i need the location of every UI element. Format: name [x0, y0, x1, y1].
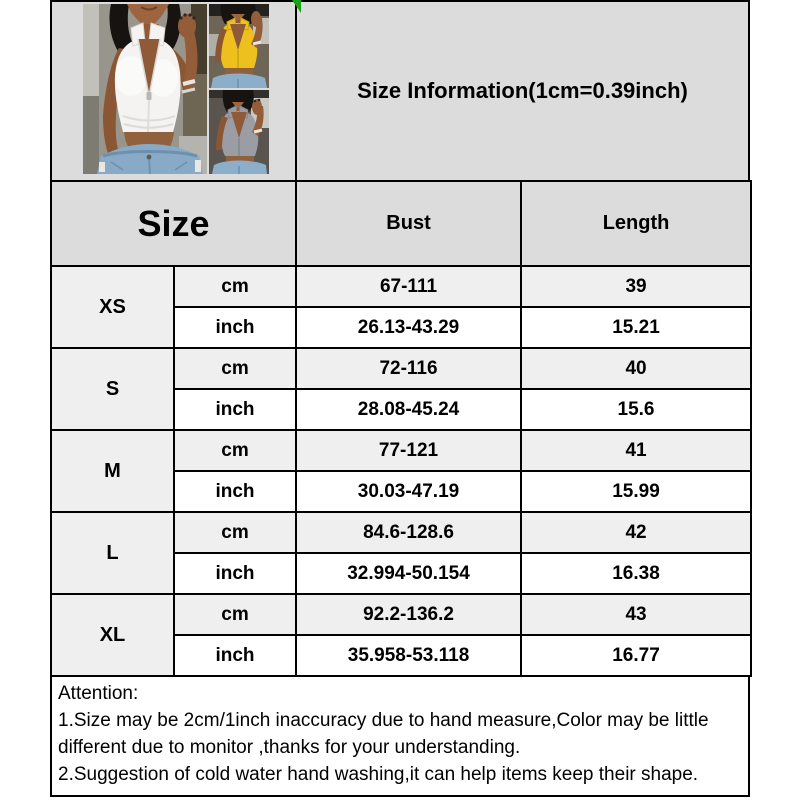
length-value: 39: [521, 266, 751, 307]
size-table: [50, 180, 752, 677]
length-value: 43: [521, 594, 751, 635]
unit-cell: cm: [174, 594, 296, 635]
page-title: Size Information(1cm=0.39inch): [357, 78, 688, 103]
product-photo-cell: [52, 2, 297, 180]
attention-heading: Attention:: [58, 683, 139, 704]
unit-cell: cm: [174, 512, 296, 553]
bust-value: 77-121: [296, 430, 521, 471]
length-value: 41: [521, 430, 751, 471]
length-column-header: Length: [521, 181, 751, 266]
bust-value: 92.2-136.2: [296, 594, 521, 635]
size-label-m: M: [51, 430, 174, 512]
size-label-xl: XL: [51, 594, 174, 676]
bust-value: 26.13-43.29: [296, 307, 521, 348]
length-value: 16.38: [521, 553, 751, 594]
bust-value: 30.03-47.19: [296, 471, 521, 512]
length-value: 15.6: [521, 389, 751, 430]
size-label-l: L: [51, 512, 174, 594]
size-label-s: S: [51, 348, 174, 430]
bust-value: 67-111: [296, 266, 521, 307]
variant-gray: [209, 90, 269, 174]
length-value: 42: [521, 512, 751, 553]
unit-cell: cm: [174, 430, 296, 471]
variant-yellow: [209, 4, 269, 88]
table-row: [51, 512, 751, 553]
table-row: [51, 266, 751, 307]
length-value: 16.77: [521, 635, 751, 676]
bust-value: 32.994-50.154: [296, 553, 521, 594]
unit-cell: inch: [174, 389, 296, 430]
unit-cell: cm: [174, 348, 296, 389]
table-row: [51, 430, 751, 471]
bust-value: 72-116: [296, 348, 521, 389]
size-chart-sheet: [50, 0, 750, 797]
green-corner-flag-icon: [292, 0, 301, 13]
table-row: [51, 594, 751, 635]
title-cell: [297, 2, 748, 180]
length-value: 15.21: [521, 307, 751, 348]
unit-cell: inch: [174, 307, 296, 348]
unit-cell: inch: [174, 471, 296, 512]
banner-row: [50, 0, 750, 180]
length-value: 40: [521, 348, 751, 389]
product-photo-illustration: [83, 4, 269, 174]
unit-cell: inch: [174, 635, 296, 676]
unit-cell: inch: [174, 553, 296, 594]
bust-value: 28.08-45.24: [296, 389, 521, 430]
unit-cell: cm: [174, 266, 296, 307]
length-value: 15.99: [521, 471, 751, 512]
attention-line-1: 1.Size may be 2cm/1inch inaccuracy due to hand measure,Color may be little different due to monitor ,thanks for your understanding.: [58, 710, 709, 758]
size-label-xs: XS: [51, 266, 174, 348]
table-row: [51, 348, 751, 389]
bust-value: 35.958-53.118: [296, 635, 521, 676]
size-column-header: Size: [51, 181, 296, 266]
attention-line-2: 2.Suggestion of cold water hand washing,it can help items keep their shape.: [58, 764, 699, 785]
bust-column-header: Bust: [296, 181, 521, 266]
attention-note: [50, 677, 750, 797]
bust-value: 84.6-128.6: [296, 512, 521, 553]
product-photo-collage: [83, 4, 269, 174]
variant-white: [83, 4, 207, 174]
table-header-row: [51, 181, 751, 266]
